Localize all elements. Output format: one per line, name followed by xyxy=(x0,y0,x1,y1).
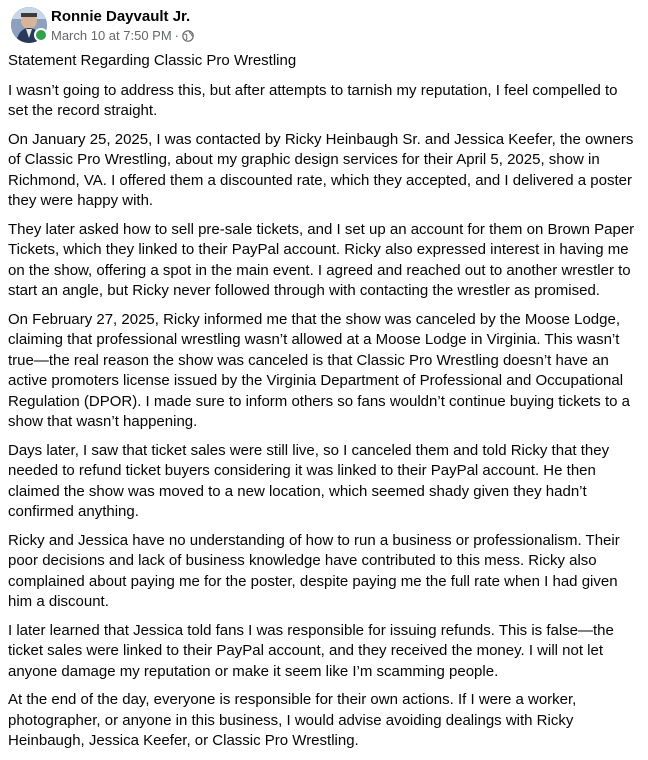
globe-icon[interactable] xyxy=(182,30,194,42)
post-body xyxy=(8,51,638,760)
globe-icon-svg xyxy=(182,30,194,42)
post-paragraph: Statement Regarding Classic Pro Wrestling xyxy=(8,52,297,69)
post-paragraph: Days later, I saw that ticket sales were still live, so I canceled them and told Ricky that they needed to refund ticket buyers considering it was linked to their PayPal account. He then claimed the show was moved to a new location, which seemed shady given they hadn’t confirmed anything. xyxy=(8,441,610,520)
avatar[interactable] xyxy=(11,7,47,43)
online-status-dot xyxy=(34,28,48,42)
post-paragraph: At the end of the day, everyone is responsible for their own actions. If I were a worker, photographer, or anyone in this business, I would advise avoiding dealings with Ricky Heinbaugh, Jessica Keefer, or Classic Pro Wrestling. xyxy=(8,691,577,749)
separator-dot: · xyxy=(174,28,180,43)
author-name[interactable]: Ronnie Dayvault Jr. xyxy=(51,8,191,25)
post-paragraph: Ricky and Jessica have no understanding of how to run a business or professionalism. Their poor decisions and lack of business knowledge have contributed to this mess. Ricky also complained about paying me for the poster, despite paying me the full rate when I had given him a discount. xyxy=(8,531,620,610)
post-paragraph: I wasn’t going to address this, but after attempts to tarnish my reputation, I feel compelled to set the record straight. xyxy=(8,81,618,119)
post-paragraph: I later learned that Jessica told fans I was responsible for issuing refunds. This is false—the ticket sales were linked to their PayPal account, and they received the money. I will not let anyone damage my reputation or make it seem like I’m scamming people. xyxy=(8,621,614,680)
post-header xyxy=(11,7,194,45)
post-timestamp[interactable]: March 10 at 7:50 PM xyxy=(51,28,172,43)
post-paragraph: They later asked how to sell pre-sale tickets, and I set up an account for them on Brown Paper Tickets, which they linked to their PayPal account. Ricky also expressed interest in having me on the show, offering a spot in the main event. I agreed and reached out to another wrestler to start an angle, but Ricky never followed through with contacting the wrestler as promised. xyxy=(8,220,635,299)
post-meta xyxy=(51,7,194,44)
post-subline xyxy=(51,28,194,44)
post-paragraph: On January 25, 2025, I was contacted by Ricky Heinbaugh Sr. and Jessica Keefer, the owners of Classic Pro Wrestling, about my graphic design services for their April 5, 2025, show in Richmond, VA. I offered them a discounted rate, which they accepted, and I delivered a poster they were happy with. xyxy=(8,130,634,209)
post-paragraph: On February 27, 2025, Ricky informed me that the show was canceled by the Moose Lodge, claiming that professional wrestling wasn’t allowed at a Moose Lodge in Virginia. This wasn’t true—the real reason the show was canceled is that Classic Pro Wrestling doesn’t have an active promoters license issued by the Virginia Department of Professional and Occupational Regulation (DPOR). I made sure to inform others so fans wouldn’t continue buying tickets to a show that wasn’t happening. xyxy=(8,310,630,430)
